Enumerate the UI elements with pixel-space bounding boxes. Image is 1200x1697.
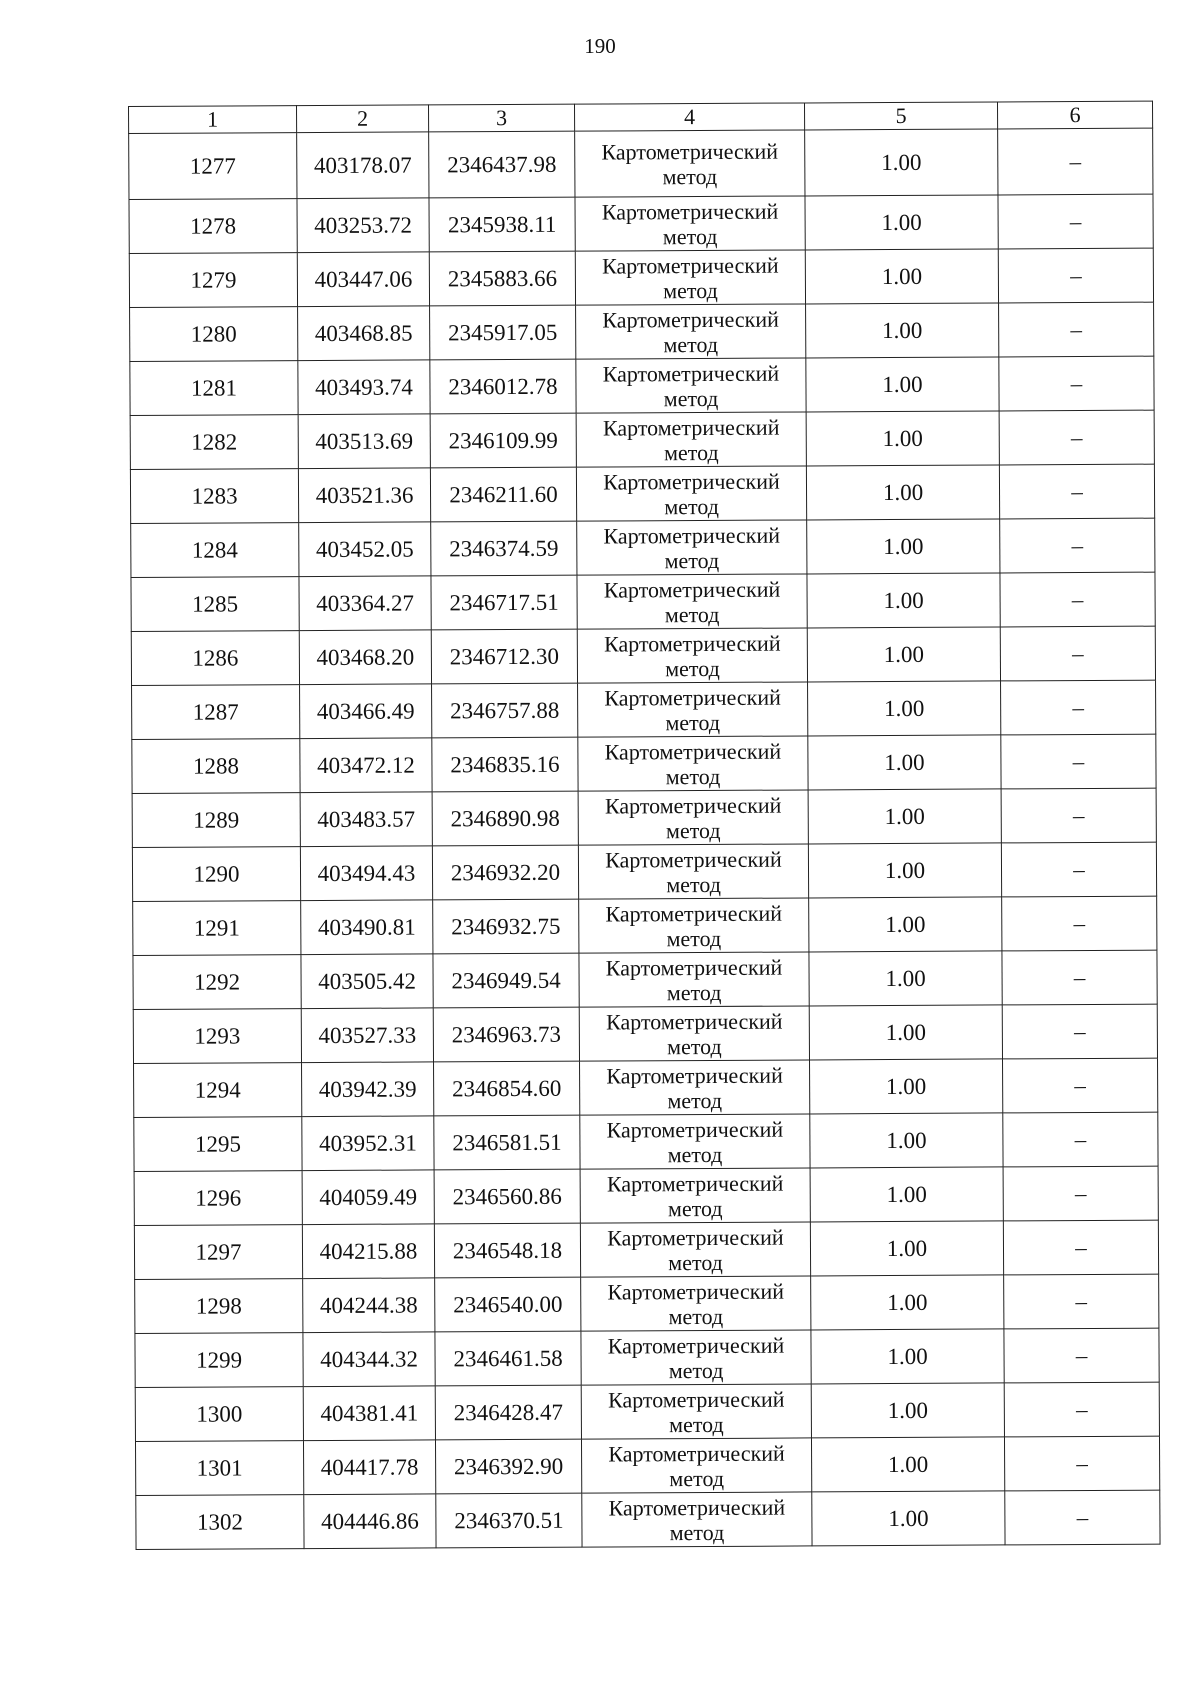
table-row bbox=[135, 1274, 1159, 1333]
method-line-1: Картометрический bbox=[603, 576, 781, 603]
y-coordinate-cell: 2346370.51 bbox=[436, 1493, 582, 1548]
accuracy-cell: 1.00 bbox=[807, 519, 1000, 574]
note-cell: – bbox=[1000, 626, 1155, 681]
accuracy-cell: 1.00 bbox=[808, 843, 1001, 898]
method-line-1: Картометрический bbox=[602, 306, 779, 333]
method-line-2: метод bbox=[667, 1195, 723, 1221]
y-coordinate-cell: 2346012.78 bbox=[430, 359, 576, 414]
method-line-2: метод bbox=[665, 763, 721, 789]
point-number-cell: 1294 bbox=[134, 1063, 302, 1118]
table-row bbox=[129, 128, 1153, 199]
table-row bbox=[131, 626, 1155, 685]
column-header-4: 4 bbox=[574, 103, 804, 131]
x-coordinate-cell: 403452.05 bbox=[299, 522, 431, 577]
table-row bbox=[134, 1112, 1158, 1171]
y-coordinate-cell: 2345938.11 bbox=[429, 197, 575, 252]
method-cell bbox=[576, 304, 806, 359]
x-coordinate-cell: 403472.12 bbox=[300, 738, 432, 793]
accuracy-cell: 1.00 bbox=[805, 195, 998, 250]
note-cell: – bbox=[1001, 734, 1156, 789]
accuracy-cell: 1.00 bbox=[810, 1059, 1003, 1114]
point-number-cell: 1300 bbox=[135, 1387, 303, 1442]
method-line-2: метод bbox=[668, 1303, 724, 1329]
accuracy-cell: 1.00 bbox=[808, 789, 1001, 844]
x-coordinate-cell: 403253.72 bbox=[297, 198, 429, 253]
table-row bbox=[130, 356, 1154, 415]
accuracy-cell: 1.00 bbox=[806, 411, 999, 466]
point-number-cell: 1298 bbox=[135, 1279, 303, 1334]
accuracy-cell: 1.00 bbox=[811, 1437, 1004, 1492]
method-cell bbox=[580, 1060, 810, 1115]
y-coordinate-cell: 2346949.54 bbox=[433, 953, 579, 1008]
y-coordinate-cell: 2346461.58 bbox=[435, 1331, 581, 1386]
method-line-2: метод bbox=[667, 1087, 723, 1113]
note-cell: – bbox=[1003, 1166, 1158, 1221]
method-cell bbox=[581, 1330, 811, 1385]
note-cell: – bbox=[999, 464, 1154, 519]
table-row bbox=[135, 1328, 1159, 1387]
accuracy-cell: 1.00 bbox=[811, 1383, 1004, 1438]
accuracy-cell: 1.00 bbox=[806, 357, 999, 412]
x-coordinate-cell: 403490.81 bbox=[301, 900, 433, 955]
y-coordinate-cell: 2346712.30 bbox=[431, 629, 577, 684]
method-line-2: метод bbox=[665, 709, 721, 735]
method-cell bbox=[576, 358, 806, 413]
method-cell bbox=[576, 466, 806, 521]
method-line-1: Картометрический bbox=[607, 1224, 784, 1251]
method-line-2: метод bbox=[662, 223, 718, 249]
method-line-2: метод bbox=[664, 601, 720, 627]
note-cell: – bbox=[1000, 572, 1155, 627]
table-row bbox=[133, 896, 1157, 955]
x-coordinate-cell: 403468.85 bbox=[298, 306, 430, 361]
point-number-cell: 1291 bbox=[133, 901, 301, 956]
x-coordinate-cell: 403494.43 bbox=[300, 846, 432, 901]
method-line-1: Картометрический bbox=[602, 360, 780, 387]
x-coordinate-cell: 403493.74 bbox=[298, 360, 430, 415]
method-line-2: метод bbox=[663, 385, 719, 411]
method-line-1: Картометрический bbox=[604, 792, 782, 819]
method-line-1: Картометрический bbox=[601, 138, 779, 165]
y-coordinate-cell: 2346540.00 bbox=[435, 1277, 581, 1332]
accuracy-cell: 1.00 bbox=[807, 627, 1000, 682]
method-cell bbox=[580, 1168, 810, 1223]
method-line-2: метод bbox=[664, 493, 719, 519]
method-cell bbox=[581, 1276, 811, 1331]
method-line-1: Картометрический bbox=[607, 1332, 785, 1359]
method-cell bbox=[577, 628, 807, 683]
table-row bbox=[133, 1004, 1157, 1063]
method-cell bbox=[580, 1222, 810, 1277]
column-header-3: 3 bbox=[428, 104, 574, 132]
point-number-cell: 1277 bbox=[129, 133, 297, 200]
table-row bbox=[131, 518, 1155, 577]
method-line-2: метод bbox=[669, 1411, 724, 1437]
accuracy-cell: 1.00 bbox=[806, 465, 999, 520]
column-header-1: 1 bbox=[129, 106, 297, 134]
x-coordinate-cell: 404381.41 bbox=[303, 1386, 435, 1441]
point-number-cell: 1281 bbox=[130, 361, 298, 416]
point-number-cell: 1296 bbox=[134, 1171, 302, 1226]
method-line-2: метод bbox=[666, 871, 721, 897]
method-cell bbox=[580, 1114, 810, 1169]
x-coordinate-cell: 403952.31 bbox=[302, 1116, 434, 1171]
y-coordinate-cell: 2346428.47 bbox=[435, 1385, 581, 1440]
note-cell: – bbox=[1000, 518, 1155, 573]
point-number-cell: 1301 bbox=[135, 1441, 303, 1496]
accuracy-cell: 1.00 bbox=[808, 735, 1001, 790]
accuracy-cell: 1.00 bbox=[810, 1167, 1003, 1222]
y-coordinate-cell: 2346835.16 bbox=[432, 737, 578, 792]
method-line-2: метод bbox=[667, 1033, 722, 1059]
method-line-2: метод bbox=[665, 817, 721, 843]
method-line-2: метод bbox=[668, 1249, 723, 1275]
method-cell bbox=[575, 130, 805, 197]
x-coordinate-cell: 403521.36 bbox=[298, 468, 430, 523]
accuracy-cell: 1.00 bbox=[808, 681, 1001, 736]
y-coordinate-cell: 2346581.51 bbox=[434, 1115, 580, 1170]
note-cell: – bbox=[999, 356, 1154, 411]
x-coordinate-cell: 404417.78 bbox=[303, 1440, 435, 1495]
accuracy-cell: 1.00 bbox=[811, 1329, 1004, 1384]
y-coordinate-cell: 2346374.59 bbox=[431, 521, 577, 576]
x-coordinate-cell: 404059.49 bbox=[302, 1170, 434, 1225]
method-line-2: метод bbox=[664, 547, 720, 573]
method-line-1: Картометрический bbox=[603, 468, 780, 495]
accuracy-cell: 1.00 bbox=[809, 897, 1002, 952]
x-coordinate-cell: 403513.69 bbox=[298, 414, 430, 469]
point-number-cell: 1282 bbox=[130, 415, 298, 470]
method-line-2: метод bbox=[669, 1465, 725, 1491]
method-cell bbox=[577, 520, 807, 575]
note-cell: – bbox=[1001, 680, 1156, 735]
note-cell: – bbox=[1002, 950, 1157, 1005]
point-number-cell: 1278 bbox=[129, 199, 297, 254]
method-line-1: Картометрический bbox=[601, 198, 779, 225]
table-row bbox=[134, 1220, 1158, 1279]
note-cell: – bbox=[1003, 1112, 1158, 1167]
method-line-2: метод bbox=[662, 163, 718, 189]
table-row bbox=[130, 464, 1154, 523]
x-coordinate-cell: 404446.86 bbox=[304, 1494, 436, 1549]
method-line-1: Картометрический bbox=[607, 1386, 785, 1413]
point-number-cell: 1290 bbox=[132, 847, 300, 902]
x-coordinate-cell: 403483.57 bbox=[300, 792, 432, 847]
method-cell bbox=[579, 1006, 809, 1061]
method-line-1: Картометрический bbox=[608, 1494, 786, 1521]
method-line-1: Картометрический bbox=[604, 684, 781, 711]
coordinates-table bbox=[128, 101, 1161, 1550]
accuracy-cell: 1.00 bbox=[811, 1275, 1004, 1330]
method-line-1: Картометрический bbox=[605, 846, 782, 873]
accuracy-cell: 1.00 bbox=[805, 249, 998, 304]
table-row bbox=[131, 572, 1155, 631]
page-number: 190 bbox=[584, 34, 616, 58]
note-cell: – bbox=[1004, 1274, 1159, 1329]
accuracy-cell: 1.00 bbox=[809, 1005, 1002, 1060]
method-line-1: Картометрический bbox=[605, 954, 783, 981]
point-number-cell: 1287 bbox=[132, 685, 300, 740]
method-line-2: метод bbox=[663, 331, 719, 357]
note-cell: – bbox=[1002, 1004, 1157, 1059]
method-cell bbox=[582, 1492, 812, 1547]
y-coordinate-cell: 2346548.18 bbox=[434, 1223, 580, 1278]
y-coordinate-cell: 2346890.98 bbox=[432, 791, 578, 846]
method-line-1: Картометрический bbox=[604, 630, 781, 657]
x-coordinate-cell: 403466.49 bbox=[300, 684, 432, 739]
accuracy-cell: 1.00 bbox=[805, 129, 998, 196]
point-number-cell: 1286 bbox=[131, 631, 299, 686]
point-number-cell: 1302 bbox=[136, 1495, 304, 1550]
note-cell: – bbox=[1004, 1382, 1159, 1437]
point-number-cell: 1289 bbox=[132, 793, 300, 848]
accuracy-cell: 1.00 bbox=[806, 303, 999, 358]
note-cell: – bbox=[999, 410, 1154, 465]
method-cell bbox=[578, 790, 808, 845]
table-row bbox=[132, 680, 1156, 739]
method-cell bbox=[575, 250, 805, 305]
method-line-1: Картометрический bbox=[602, 252, 779, 279]
method-line-2: метод bbox=[667, 1141, 723, 1167]
point-number-cell: 1297 bbox=[134, 1225, 302, 1280]
y-coordinate-cell: 2346109.99 bbox=[430, 413, 576, 468]
table-row bbox=[129, 248, 1153, 307]
y-coordinate-cell: 2346437.98 bbox=[429, 131, 575, 198]
point-number-cell: 1288 bbox=[132, 739, 300, 794]
method-line-1: Картометрический bbox=[606, 1062, 783, 1089]
x-coordinate-cell: 403468.20 bbox=[299, 630, 431, 685]
y-coordinate-cell: 2346963.73 bbox=[433, 1007, 579, 1062]
x-coordinate-cell: 403364.27 bbox=[299, 576, 431, 631]
method-line-1: Картометрический bbox=[606, 1170, 784, 1197]
column-header-6: 6 bbox=[997, 101, 1152, 129]
method-cell bbox=[581, 1384, 811, 1439]
note-cell: – bbox=[1004, 1328, 1159, 1383]
note-cell: – bbox=[1005, 1490, 1160, 1545]
method-line-2: метод bbox=[663, 277, 718, 303]
y-coordinate-cell: 2346717.51 bbox=[431, 575, 577, 630]
method-line-2: метод bbox=[668, 1357, 724, 1383]
method-line-2: метод bbox=[666, 925, 722, 951]
table-row bbox=[134, 1058, 1158, 1117]
method-line-1: Картометрический bbox=[605, 900, 783, 927]
method-cell bbox=[578, 682, 808, 737]
accuracy-cell: 1.00 bbox=[812, 1491, 1005, 1546]
y-coordinate-cell: 2346560.86 bbox=[434, 1169, 580, 1224]
table-row bbox=[129, 194, 1153, 253]
method-cell bbox=[576, 412, 806, 467]
note-cell: – bbox=[1001, 788, 1156, 843]
method-line-1: Картометрический bbox=[604, 738, 782, 765]
method-line-1: Картометрический bbox=[607, 1278, 785, 1305]
method-cell bbox=[579, 952, 809, 1007]
note-cell: – bbox=[999, 302, 1154, 357]
method-cell bbox=[578, 736, 808, 791]
x-coordinate-cell: 403505.42 bbox=[301, 954, 433, 1009]
y-coordinate-cell: 2345917.05 bbox=[430, 305, 576, 360]
point-number-cell: 1292 bbox=[133, 955, 301, 1010]
x-coordinate-cell: 403447.06 bbox=[297, 252, 429, 307]
table-row bbox=[136, 1490, 1160, 1549]
x-coordinate-cell: 403178.07 bbox=[297, 132, 429, 199]
note-cell: – bbox=[998, 128, 1153, 195]
note-cell: – bbox=[1001, 842, 1156, 897]
y-coordinate-cell: 2346392.90 bbox=[435, 1439, 581, 1494]
accuracy-cell: 1.00 bbox=[809, 951, 1002, 1006]
table-row bbox=[133, 950, 1157, 1009]
method-line-1: Картометрический bbox=[608, 1440, 785, 1467]
x-coordinate-cell: 404244.38 bbox=[303, 1278, 435, 1333]
table-body bbox=[129, 128, 1160, 1549]
x-coordinate-cell: 404344.32 bbox=[303, 1332, 435, 1387]
method-line-1: Картометрический bbox=[606, 1116, 784, 1143]
column-header-2: 2 bbox=[297, 105, 429, 133]
column-header-5: 5 bbox=[804, 102, 997, 130]
table-row bbox=[130, 302, 1154, 361]
accuracy-cell: 1.00 bbox=[810, 1221, 1003, 1276]
y-coordinate-cell: 2346211.60 bbox=[430, 467, 576, 522]
note-cell: – bbox=[998, 194, 1153, 249]
method-line-2: метод bbox=[665, 655, 720, 681]
point-number-cell: 1285 bbox=[131, 577, 299, 632]
y-coordinate-cell: 2346932.20 bbox=[432, 845, 578, 900]
note-cell: – bbox=[998, 248, 1153, 303]
note-cell: – bbox=[1003, 1220, 1158, 1275]
note-cell: – bbox=[1002, 896, 1157, 951]
table-row bbox=[132, 734, 1156, 793]
method-cell bbox=[579, 898, 809, 953]
method-line-2: метод bbox=[663, 439, 719, 465]
point-number-cell: 1299 bbox=[135, 1333, 303, 1388]
method-line-1: Картометрический bbox=[603, 522, 781, 549]
table-row bbox=[130, 410, 1154, 469]
x-coordinate-cell: 403942.39 bbox=[302, 1062, 434, 1117]
y-coordinate-cell: 2346854.60 bbox=[434, 1061, 580, 1116]
point-number-cell: 1279 bbox=[129, 253, 297, 308]
method-line-1: Картометрический bbox=[602, 414, 780, 441]
table-row bbox=[135, 1382, 1159, 1441]
note-cell: – bbox=[1003, 1058, 1158, 1113]
point-number-cell: 1284 bbox=[131, 523, 299, 578]
note-cell: – bbox=[1004, 1436, 1159, 1491]
table-row bbox=[134, 1166, 1158, 1225]
point-number-cell: 1295 bbox=[134, 1117, 302, 1172]
y-coordinate-cell: 2346932.75 bbox=[433, 899, 579, 954]
point-number-cell: 1283 bbox=[130, 469, 298, 524]
point-number-cell: 1293 bbox=[133, 1009, 301, 1064]
y-coordinate-cell: 2346757.88 bbox=[432, 683, 578, 738]
table-row bbox=[132, 842, 1156, 901]
x-coordinate-cell: 404215.88 bbox=[302, 1224, 434, 1279]
x-coordinate-cell: 403527.33 bbox=[301, 1008, 433, 1063]
accuracy-cell: 1.00 bbox=[807, 573, 1000, 628]
method-cell bbox=[575, 196, 805, 251]
y-coordinate-cell: 2345883.66 bbox=[429, 251, 575, 306]
point-number-cell: 1280 bbox=[130, 307, 298, 362]
accuracy-cell: 1.00 bbox=[810, 1113, 1003, 1168]
method-line-1: Картометрический bbox=[605, 1008, 783, 1035]
method-line-2: метод bbox=[669, 1519, 725, 1545]
coordinates-table-container bbox=[128, 101, 1160, 1550]
method-line-2: метод bbox=[666, 979, 722, 1005]
table-row bbox=[135, 1436, 1159, 1495]
table-row bbox=[132, 788, 1156, 847]
method-cell bbox=[578, 844, 808, 899]
method-cell bbox=[577, 574, 807, 629]
method-cell bbox=[581, 1438, 811, 1493]
